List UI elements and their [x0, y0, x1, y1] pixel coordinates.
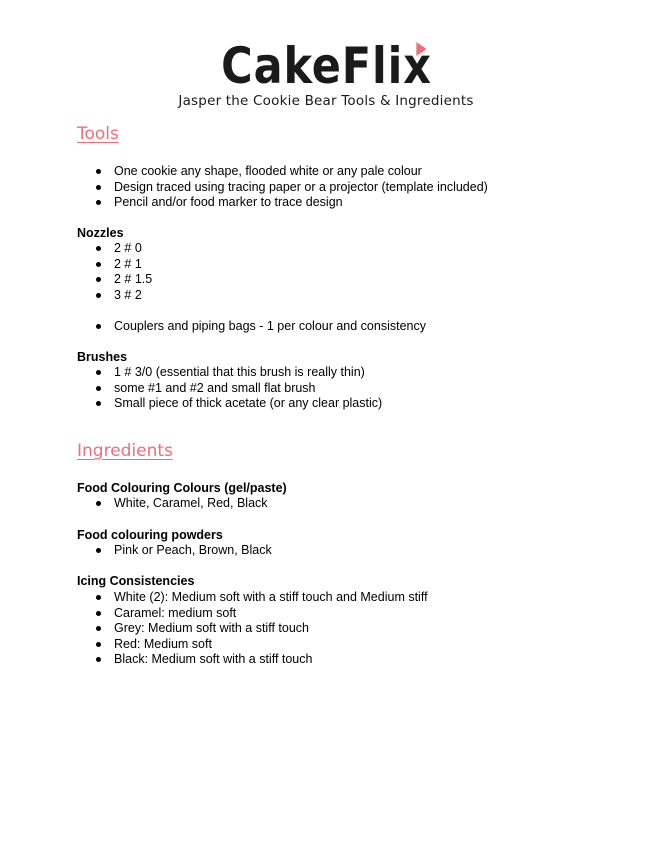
- list-item: 2 # 0: [94, 241, 152, 257]
- logo-text: CakeFlix: [220, 37, 432, 95]
- list-item: 2 # 1: [94, 257, 152, 273]
- list-item: Pencil and/or food marker to trace design: [94, 195, 488, 211]
- list-item: Design traced using tracing paper or a projector (template included): [94, 180, 488, 196]
- nozzles-list: [94, 241, 152, 303]
- ingredients-heading: Ingredients: [77, 441, 173, 461]
- tools-heading: Tools: [77, 124, 119, 144]
- brushes-list: [94, 365, 382, 412]
- logo-wordmark: [221, 38, 432, 94]
- cakeflix-logo: [0, 38, 652, 94]
- consistencies-list: [94, 590, 428, 668]
- list-item: Couplers and piping bags - 1 per colour and consistency: [94, 319, 426, 335]
- play-triangle-icon: [416, 42, 426, 56]
- list-item: 2 # 1.5: [94, 272, 152, 288]
- list-item: Grey: Medium soft with a stiff touch: [94, 621, 428, 637]
- nozzles-heading: Nozzles: [77, 226, 124, 240]
- list-item: Black: Medium soft with a stiff touch: [94, 652, 428, 668]
- couplers-list: [94, 319, 426, 335]
- powders-heading: Food colouring powders: [77, 528, 223, 542]
- list-item: Pink or Peach, Brown, Black: [94, 543, 272, 559]
- list-item: White, Caramel, Red, Black: [94, 496, 268, 512]
- list-item: One cookie any shape, flooded white or any pale colour: [94, 164, 488, 180]
- list-item: White (2): Medium soft with a stiff touch and Medium stiff: [94, 590, 428, 606]
- list-item: Caramel: medium soft: [94, 606, 428, 622]
- list-item: 3 # 2: [94, 288, 152, 304]
- list-item: Small piece of thick acetate (or any clear plastic): [94, 396, 382, 412]
- list-item: Red: Medium soft: [94, 637, 428, 653]
- list-item: 1 # 3/0 (essential that this brush is really thin): [94, 365, 382, 381]
- list-item: some #1 and #2 and small flat brush: [94, 381, 382, 397]
- document-subtitle: Jasper the Cookie Bear Tools & Ingredients: [178, 93, 474, 109]
- food-colouring-heading: Food Colouring Colours (gel/paste): [77, 481, 287, 495]
- brushes-heading: Brushes: [77, 350, 128, 364]
- powders-list: [94, 543, 272, 559]
- consistencies-heading: Icing Consistencies: [77, 574, 195, 588]
- tools-list: [94, 164, 488, 211]
- food-colouring-list: [94, 496, 268, 512]
